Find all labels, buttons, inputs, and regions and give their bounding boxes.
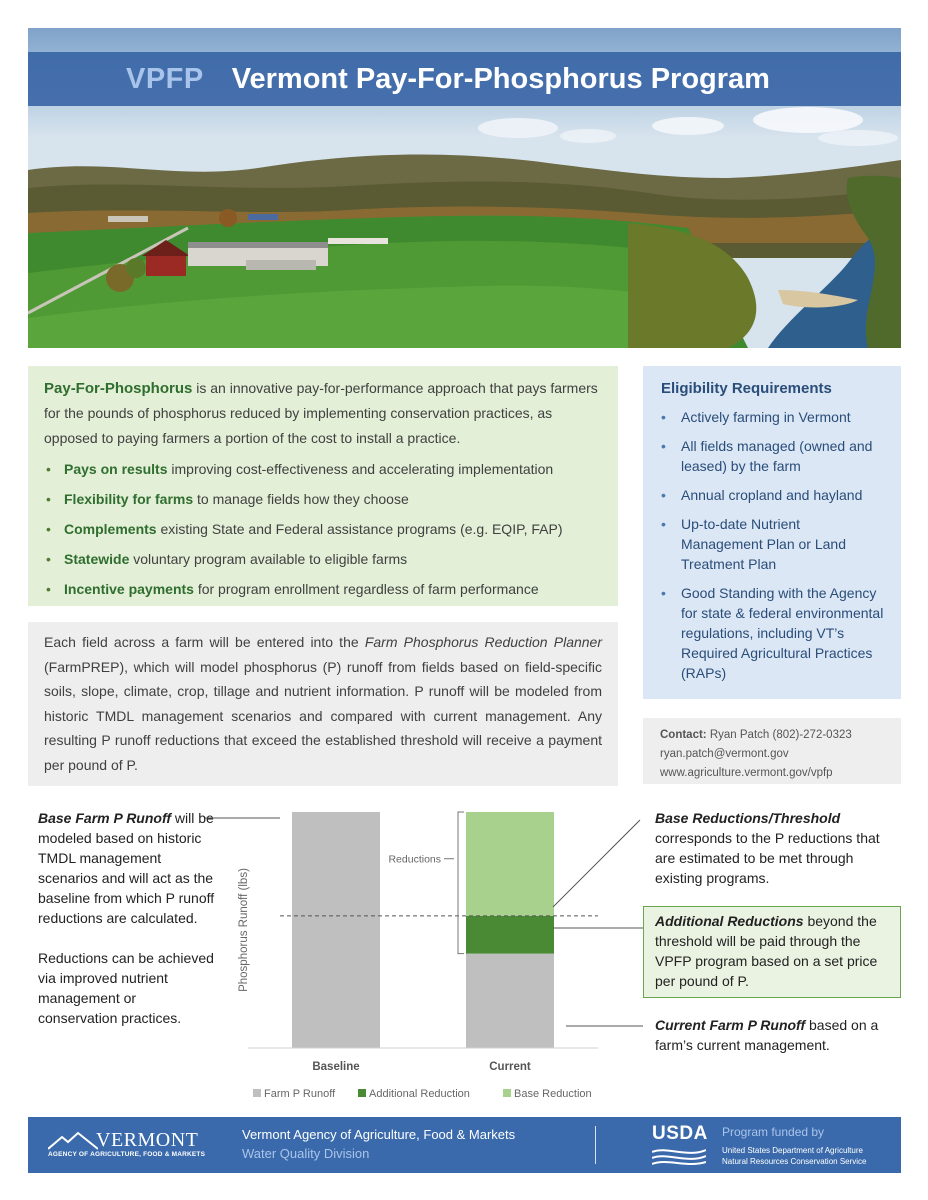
legend-swatch-base-reduction (503, 1089, 511, 1097)
legend-label-farm-p-runoff: Farm P Runoff (264, 1088, 336, 1100)
base-reductions-text: corresponds to the P reductions that are estimated to be met through existing programs. (655, 830, 880, 886)
footer-division: Water Quality Division (242, 1146, 370, 1161)
base-runoff-text: will be modeled based on historic TMDL management scenarios and will act as the baseline from which P runoff reductions are calculated. (38, 810, 215, 926)
bullet-text: to manage fields how they choose (193, 491, 409, 507)
contact-url[interactable]: www.agriculture.vermont.gov/vpfp (660, 767, 833, 779)
usda-logo-word: USDA (652, 1123, 708, 1144)
footer-org: Vermont Agency of Agriculture, Food & Markets (242, 1127, 516, 1142)
base-runoff-title: Base Farm P Runoff (38, 810, 172, 826)
list-item: • Good Standing with the Agency for state & federal environmental regulations, including VT’s Required Agricultural Practices (RAPs) (661, 583, 885, 683)
y-axis-label: Phosphorus Runoff (lbs) (238, 868, 250, 992)
legend-swatch-additional-reduction (358, 1089, 366, 1097)
contact-name-phone: Ryan Patch (802)-272-0323 (709, 729, 852, 741)
mountain-icon (48, 1131, 98, 1151)
list-item: • Annual cropland and hayland (661, 485, 885, 505)
description-italic: Farm Phosphorus Reduction Planner (364, 634, 603, 650)
footer-divider (595, 1126, 596, 1164)
bar-current-additional-reduction (466, 916, 554, 954)
bar-current-base-reduction (466, 812, 554, 916)
contact-label: Contact: (660, 729, 707, 741)
list-item: • Actively farming in Vermont (661, 407, 885, 427)
vermont-agency-logo (48, 1127, 208, 1165)
bars-layer (292, 812, 554, 1048)
x-tick-label-baseline: Baseline (312, 1061, 360, 1073)
vermont-logo-word: VERMONT (96, 1129, 199, 1151)
bullet-bold: Incentive payments (64, 581, 194, 597)
bullet-text: for program enrollment regardless of farm performance (193, 581, 539, 597)
bracket-label: Reductions (388, 853, 441, 866)
reductions-bracket (458, 812, 464, 954)
bar-current-farm-p-runoff (466, 954, 554, 1048)
usda-logo-icon (652, 1146, 706, 1166)
description-part1: Each field across a farm will be entered into the (44, 634, 365, 650)
vermont-logo-subtitle: AGENCY OF AGRICULTURE, FOOD & MARKETS (48, 1151, 206, 1158)
usda-dept-text (722, 1145, 867, 1167)
leader-base-reductions (553, 820, 640, 907)
x-tick-label-current: Current (489, 1061, 531, 1073)
footer (28, 1117, 901, 1173)
current-runoff-title: Current Farm P Runoff (655, 1017, 806, 1033)
bullet-bold: Flexibility for farms (64, 491, 194, 507)
usda-funded-label: Program funded by (722, 1125, 825, 1139)
title-acronym: VPFP (126, 62, 204, 95)
contact-email[interactable]: ryan.patch@vermont.gov (660, 748, 789, 760)
bullet-text: voluntary program available to eligible farms (129, 551, 408, 567)
list-item: • All fields managed (owned and leased) by the farm (661, 436, 885, 476)
usda-dept-line2: Natural Resources Conservation Service (722, 1157, 867, 1166)
page-title: Vermont Pay-For-Phosphorus Program (231, 62, 770, 95)
intro-lead-text: is an innovative pay-for-performance approach that pays farmers for the pounds of phosphorus reduced by implementing conservation practices, as opposed to paying farmers a portion of the cost to install a practice. (44, 380, 598, 446)
intro-lead-highlight: Pay-For-Phosphorus (44, 380, 193, 397)
legend-label-additional-reduction: Additional Reduction (369, 1088, 470, 1100)
usda-dept-line1: United States Department of Agriculture (722, 1146, 863, 1155)
bullet-text: improving cost-effectiveness and accelerating implementation (167, 461, 554, 477)
base-reductions-title: Base Reductions/Threshold (655, 810, 841, 826)
bullet-bold: Complements (64, 521, 157, 537)
additional-reductions-text: beyond the threshold will be paid through the VPFP program based on a set price per pound of P. (655, 913, 878, 989)
description-part2: (FarmPREP), which will model phosphorus (P) runoff from fields based on field-specific soils, slope, climate, crop, tillage and nutrient information. P runoff will be modeled from historic TMDL management scenarios and compared with current management. Any resulting P runoff reductions that exceed the established threshold will receive a payment per pound of P. (44, 658, 602, 773)
bullet-bold: Pays on results (64, 461, 168, 477)
reductions-annotation: Reductions can be achieved via improved nutrient management or conservation practices. (38, 950, 214, 1026)
bullet-text: existing State and Federal assistance programs (e.g. EQIP, FAP) (156, 521, 563, 537)
list-item: • Up-to-date Nutrient Management Plan or Land Treatment Plan (661, 514, 885, 574)
eligibility-title: Eligibility Requirements (661, 380, 832, 397)
additional-reductions-title: Additional Reductions (655, 913, 804, 929)
legend-swatch-farm-p-runoff (253, 1089, 261, 1097)
bar-baseline-farm-p-runoff (292, 812, 380, 1048)
legend-label-base-reduction: Base Reduction (514, 1088, 592, 1100)
current-runoff-text: based on a farm’s current management. (655, 1017, 879, 1053)
bullet-bold: Statewide (64, 551, 130, 567)
